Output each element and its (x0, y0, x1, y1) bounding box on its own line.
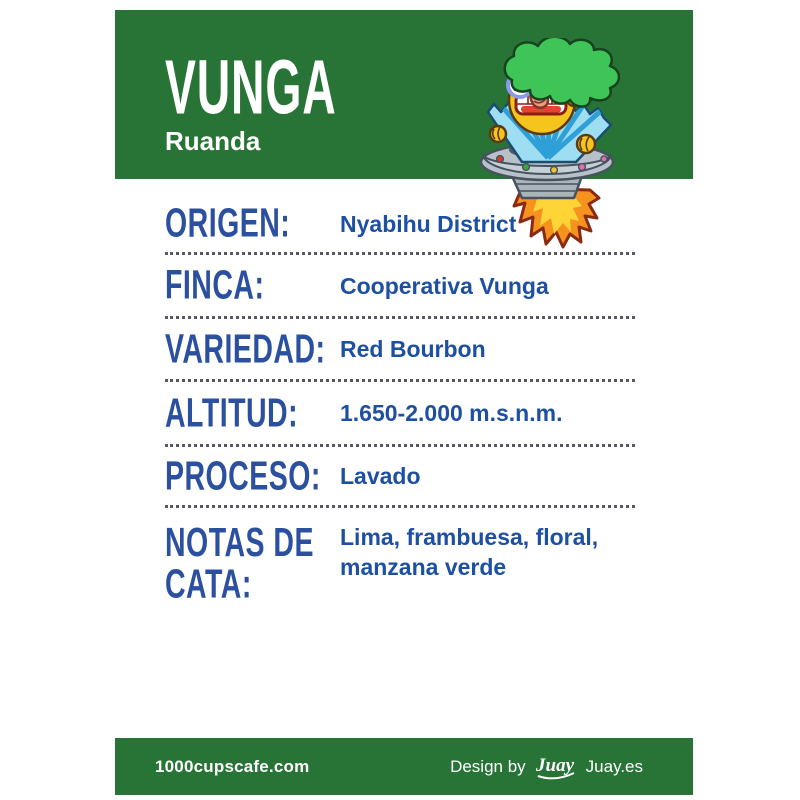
footer-banner (115, 738, 693, 795)
design-by-text: Design by (450, 756, 526, 776)
spec-value: Lavado (340, 463, 421, 489)
spec-value: Lima, frambuesa, floral, manzana verde (340, 524, 599, 580)
spec-value: Red Bourbon (340, 336, 486, 362)
spec-label: ORIGEN: (165, 201, 291, 246)
spec-row-origen (115, 195, 693, 252)
spec-row-notas-de-cata (115, 508, 693, 618)
spec-label: PROCESO: (165, 453, 321, 499)
product-title: VUNGA (165, 44, 337, 131)
spec-label: VARIEDAD: (165, 326, 326, 372)
spec-label: FINCA: (165, 263, 265, 308)
spec-value: Nyabihu District (340, 210, 517, 237)
spec-row-variedad (115, 319, 693, 379)
spec-value: 1.650-2.000 m.s.n.m. (340, 400, 563, 426)
spec-row-finca (115, 255, 693, 316)
juay-logo-text: Juay (535, 754, 574, 776)
design-credit (450, 752, 643, 782)
spec-label: NOTAS DE CATA: (165, 520, 314, 608)
spec-list (115, 179, 693, 618)
designer-site-text: Juay.es (585, 756, 643, 776)
juay-script-logo-icon (533, 752, 579, 782)
spec-value: Cooperativa Vunga (340, 272, 549, 299)
product-country: Ruanda (165, 126, 261, 156)
spec-row-proceso (115, 447, 693, 505)
website-text: 1000cupscafe.com (155, 756, 310, 776)
spec-label: ALTITUD: (165, 390, 299, 436)
spec-row-altitud (115, 382, 693, 444)
